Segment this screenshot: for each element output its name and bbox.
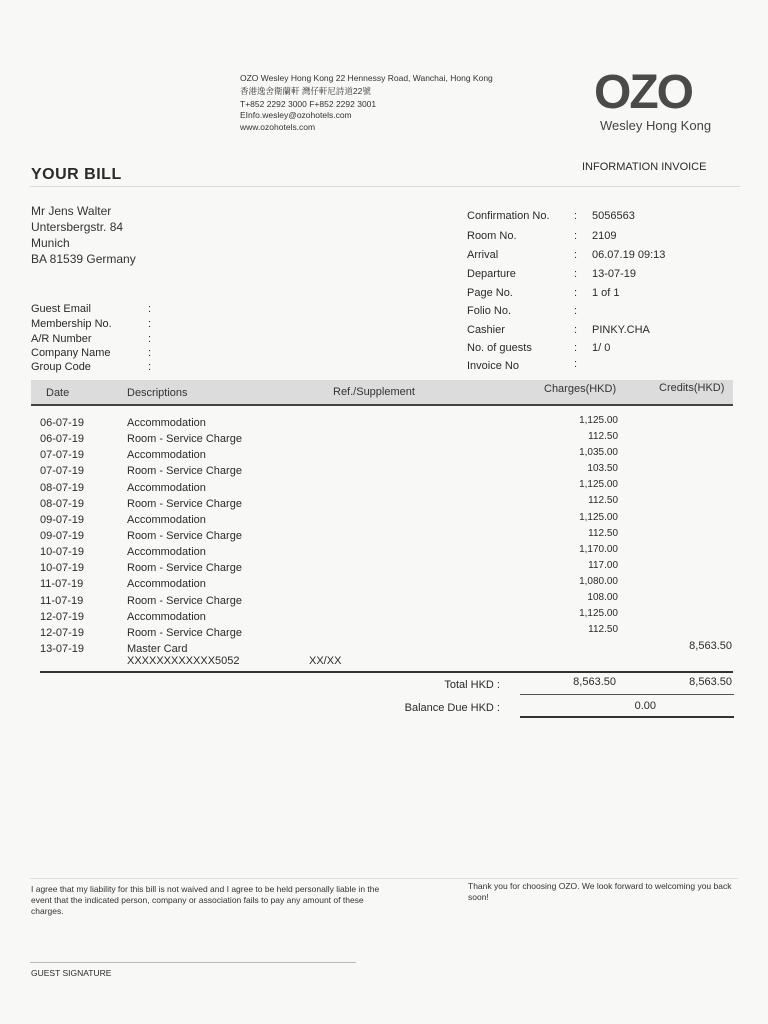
info-label: Invoice No [467, 360, 519, 372]
row-description: Room - Service Charge [127, 498, 242, 510]
card-number: XXXXXXXXXXXX5052 [127, 655, 240, 667]
row-date: 08-07-19 [40, 498, 85, 510]
row-date: 11-07-19 [40, 578, 84, 590]
info-label: No. of guests [467, 342, 532, 354]
info-colon: : [574, 324, 578, 336]
col-header-charges: Charges(HKD) [544, 383, 617, 395]
balance-due-label: Balance Due HKD : [404, 702, 500, 714]
field-colon: : [148, 361, 152, 373]
guest-signature-label: GUEST SIGNATURE [31, 968, 112, 978]
row-description: Accommodation [127, 482, 206, 494]
hotel-phone: T+852 2292 3000 F+852 2292 3001 [240, 99, 377, 109]
guest-count: 1/ 0 [592, 342, 611, 354]
room-number: 2109 [592, 230, 617, 242]
info-colon: : [574, 342, 578, 354]
arrival-date: 06.07.19 09:13 [592, 249, 666, 261]
row-charge: 112.50 [588, 528, 618, 539]
info-label: Page No. [467, 287, 513, 299]
info-colon: : [574, 210, 578, 222]
row-charge: 117.00 [588, 560, 618, 571]
row-description: Room - Service Charge [127, 530, 242, 542]
bill-title: YOUR BILL [31, 166, 122, 183]
row-charge: 1,125.00 [579, 415, 618, 426]
row-date: 11-07-19 [40, 595, 84, 607]
row-description: Accommodation [127, 514, 206, 526]
field-colon: : [148, 347, 152, 359]
row-description: Accommodation [127, 611, 206, 623]
balance-underline [520, 716, 734, 718]
guest-email-label: Guest Email [31, 303, 91, 315]
signature-line [30, 962, 356, 963]
field-colon: : [148, 333, 152, 345]
guest-city: Munich [31, 236, 70, 250]
guest-street: Untersbergstr. 84 [31, 220, 124, 234]
info-label: Room No. [467, 230, 517, 242]
info-colon: : [574, 268, 578, 280]
row-date: 08-07-19 [40, 482, 85, 494]
thank-you-message: Thank you for choosing OZO. We look forward to welcoming you back soon! [468, 881, 732, 902]
info-label: Cashier [467, 324, 505, 336]
logo-subtitle: Wesley Hong Kong [600, 118, 712, 133]
row-date: 10-07-19 [40, 562, 85, 574]
title-divider [30, 186, 740, 187]
row-charge: 112.50 [588, 431, 618, 442]
info-colon: : [574, 249, 578, 261]
row-description: Accommodation [127, 417, 206, 429]
totals-underline [520, 694, 734, 695]
row-charge: 112.50 [588, 624, 618, 635]
row-date: 12-07-19 [40, 627, 85, 639]
row-description: Accommodation [127, 449, 206, 461]
hotel-chinese-address: 香港逸舍衛蘭軒 灣仔軒尼詩道22號 [240, 86, 371, 96]
row-description: Room - Service Charge [127, 595, 242, 607]
row-date: 06-07-19 [40, 433, 85, 445]
info-label: Confirmation No. [467, 210, 550, 222]
row-description: Accommodation [127, 578, 206, 590]
row-date: 06-07-19 [40, 417, 85, 429]
hotel-website: www.ozohotels.com [240, 122, 316, 132]
info-colon: : [574, 287, 578, 299]
row-description: Room - Service Charge [127, 562, 242, 574]
invoice-type: INFORMATION INVOICE [582, 161, 707, 173]
balance-due-value: 0.00 [634, 700, 656, 712]
payment-date: 13-07-19 [40, 643, 85, 655]
guest-postcode-country: BA 81539 Germany [31, 252, 136, 266]
field-colon: : [148, 318, 152, 330]
ar-number-label: A/R Number [31, 333, 92, 345]
logo-text: OZO [594, 66, 692, 119]
total-charges: 8,563.50 [573, 676, 616, 688]
row-charge: 1,125.00 [579, 512, 618, 523]
hotel-email: EInfo.wesley@ozohotels.com [240, 110, 352, 120]
field-colon: : [148, 303, 152, 315]
departure-date: 13-07-19 [592, 268, 637, 280]
liability-statement: I agree that my liability for this bill is not waived and I agree to be held personally liable in the event that the indicated person, company or association fails to pay any amount of these charges. [31, 884, 380, 916]
info-colon: : [574, 358, 578, 370]
info-colon: : [574, 305, 578, 317]
col-header-ref: Ref./Supplement [333, 386, 415, 398]
row-date: 09-07-19 [40, 514, 85, 526]
info-colon: : [574, 230, 578, 242]
row-charge: 1,035.00 [579, 447, 618, 458]
totals-divider [40, 671, 733, 673]
row-charge: 1,125.00 [579, 479, 618, 490]
row-charge: 1,125.00 [579, 608, 618, 619]
row-charge: 1,080.00 [579, 576, 618, 587]
row-charge: 1,170.00 [579, 544, 618, 555]
total-credits: 8,563.50 [689, 676, 732, 688]
card-expiry-ref: XX/XX [309, 655, 342, 667]
info-label: Folio No. [467, 305, 512, 317]
payment-method: Master Card [127, 643, 188, 655]
company-name-label: Company Name [31, 347, 111, 359]
cashier-name: PINKY.CHA [592, 324, 650, 336]
info-label: Arrival [467, 249, 499, 261]
row-description: Accommodation [127, 546, 206, 558]
col-header-credits: Credits(HKD) [659, 382, 725, 394]
total-label: Total HKD : [444, 679, 500, 691]
row-charge: 103.50 [587, 463, 618, 474]
row-description: Room - Service Charge [127, 465, 242, 477]
row-date: 07-07-19 [40, 465, 85, 477]
page-number: 1 of 1 [592, 287, 620, 299]
row-description: Room - Service Charge [127, 433, 242, 445]
group-code-label: Group Code [31, 361, 91, 373]
hotel-address: OZO Wesley Hong Kong 22 Hennessy Road, Wanchai, Hong Kong [240, 73, 493, 83]
confirmation-number: 5056563 [592, 210, 635, 222]
payment-credit: 8,563.50 [689, 640, 732, 652]
row-charge: 108.00 [587, 592, 618, 603]
row-description: Room - Service Charge [127, 627, 242, 639]
col-header-date: Date [46, 387, 70, 399]
row-charge: 112.50 [588, 495, 618, 506]
row-date: 10-07-19 [40, 546, 85, 558]
footer-divider [30, 878, 738, 879]
info-label: Departure [467, 268, 516, 280]
row-date: 07-07-19 [40, 449, 85, 461]
guest-name: Mr Jens Walter [31, 204, 112, 218]
col-header-descriptions: Descriptions [127, 387, 188, 399]
row-date: 12-07-19 [40, 611, 85, 623]
row-date: 09-07-19 [40, 530, 85, 542]
membership-label: Membership No. [31, 318, 112, 330]
